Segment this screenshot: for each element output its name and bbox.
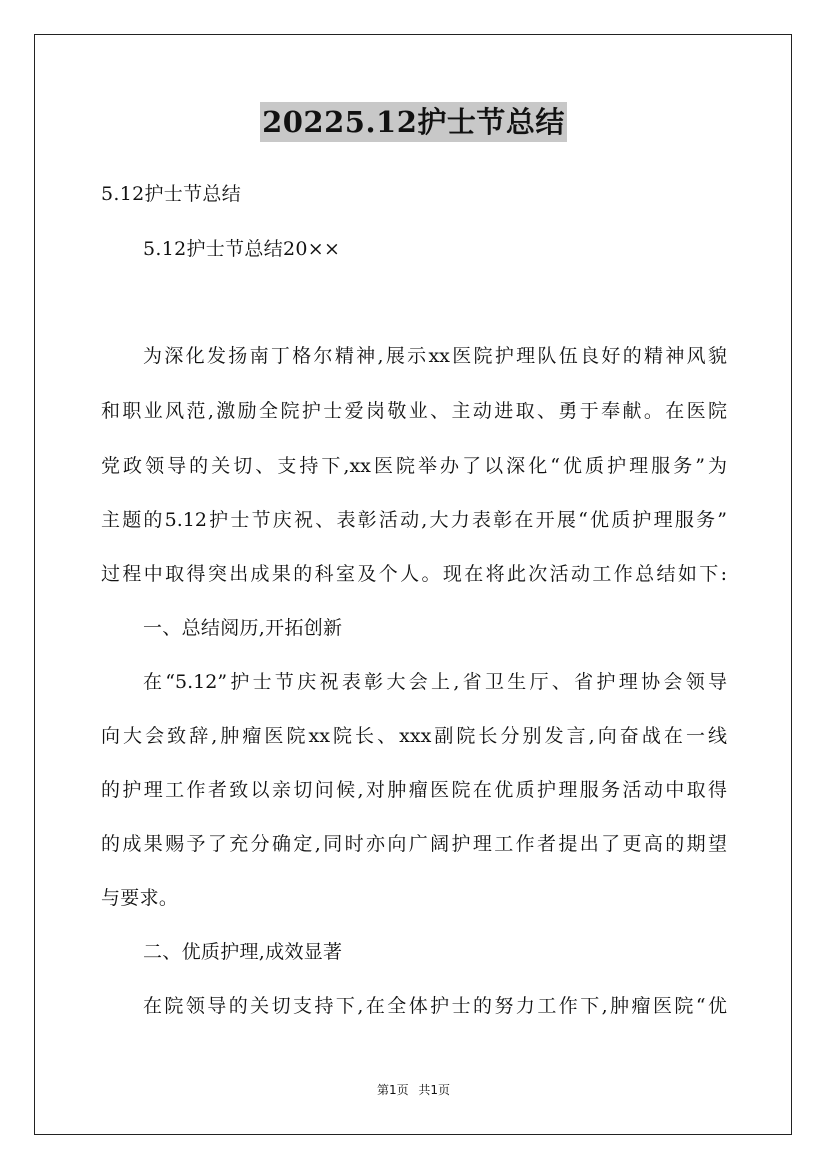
subtitle: 5.12护士节总结 bbox=[101, 183, 242, 205]
page-number: 第1页 bbox=[376, 1083, 409, 1097]
section-heading-1: 一、总结阅历,开拓创新 bbox=[143, 617, 343, 639]
paragraph-2-line-2: 向大会致辞,肿瘤医院xx院长、xxx副院长分别发言,向奋战在一线 bbox=[101, 725, 727, 747]
paragraph-2-line-3: 的护理工作者致以亲切问候,对肿瘤医院在优质护理服务活动中取得 bbox=[101, 779, 727, 801]
paragraph-1-line-3: 党政领导的关切、支持下,xx医院举办了以深化“优质护理服务”为 bbox=[101, 455, 727, 477]
section-heading-2: 二、优质护理,成效显著 bbox=[143, 941, 343, 963]
page-total: 共1页 bbox=[418, 1083, 451, 1097]
document-title: 20225.12护士节总结 bbox=[260, 102, 567, 142]
paragraph-2-line-4: 的成果赐予了充分确定,同时亦向广阔护理工作者提出了更高的期望 bbox=[101, 833, 727, 855]
paragraph-2-line-5: 与要求。 bbox=[101, 887, 179, 909]
paragraph-3-line-1: 在院领导的关切支持下,在全体护士的努力工作下,肿瘤医院“优 bbox=[143, 995, 727, 1017]
page-footer bbox=[0, 1082, 827, 1098]
paragraph-1-line-1: 为深化发扬南丁格尔精神,展示xx医院护理队伍良好的精神风貌 bbox=[143, 345, 727, 367]
title-container bbox=[0, 102, 827, 142]
paragraph-2-line-1: 在“5.12”护士节庆祝表彰大会上,省卫生厅、省护理协会领导 bbox=[143, 671, 727, 693]
paragraph-1-line-5: 过程中取得突出成果的科室及个人。现在将此次活动工作总结如下: bbox=[101, 563, 727, 585]
sub-subtitle: 5.12护士节总结20×× bbox=[143, 238, 341, 260]
paragraph-1-line-2: 和职业风范,激励全院护士爱岗敬业、主动进取、勇于奉献。在医院 bbox=[101, 400, 727, 422]
paragraph-1-line-4: 主题的5.12护士节庆祝、表彰活动,大力表彰在开展“优质护理服务” bbox=[101, 509, 727, 531]
